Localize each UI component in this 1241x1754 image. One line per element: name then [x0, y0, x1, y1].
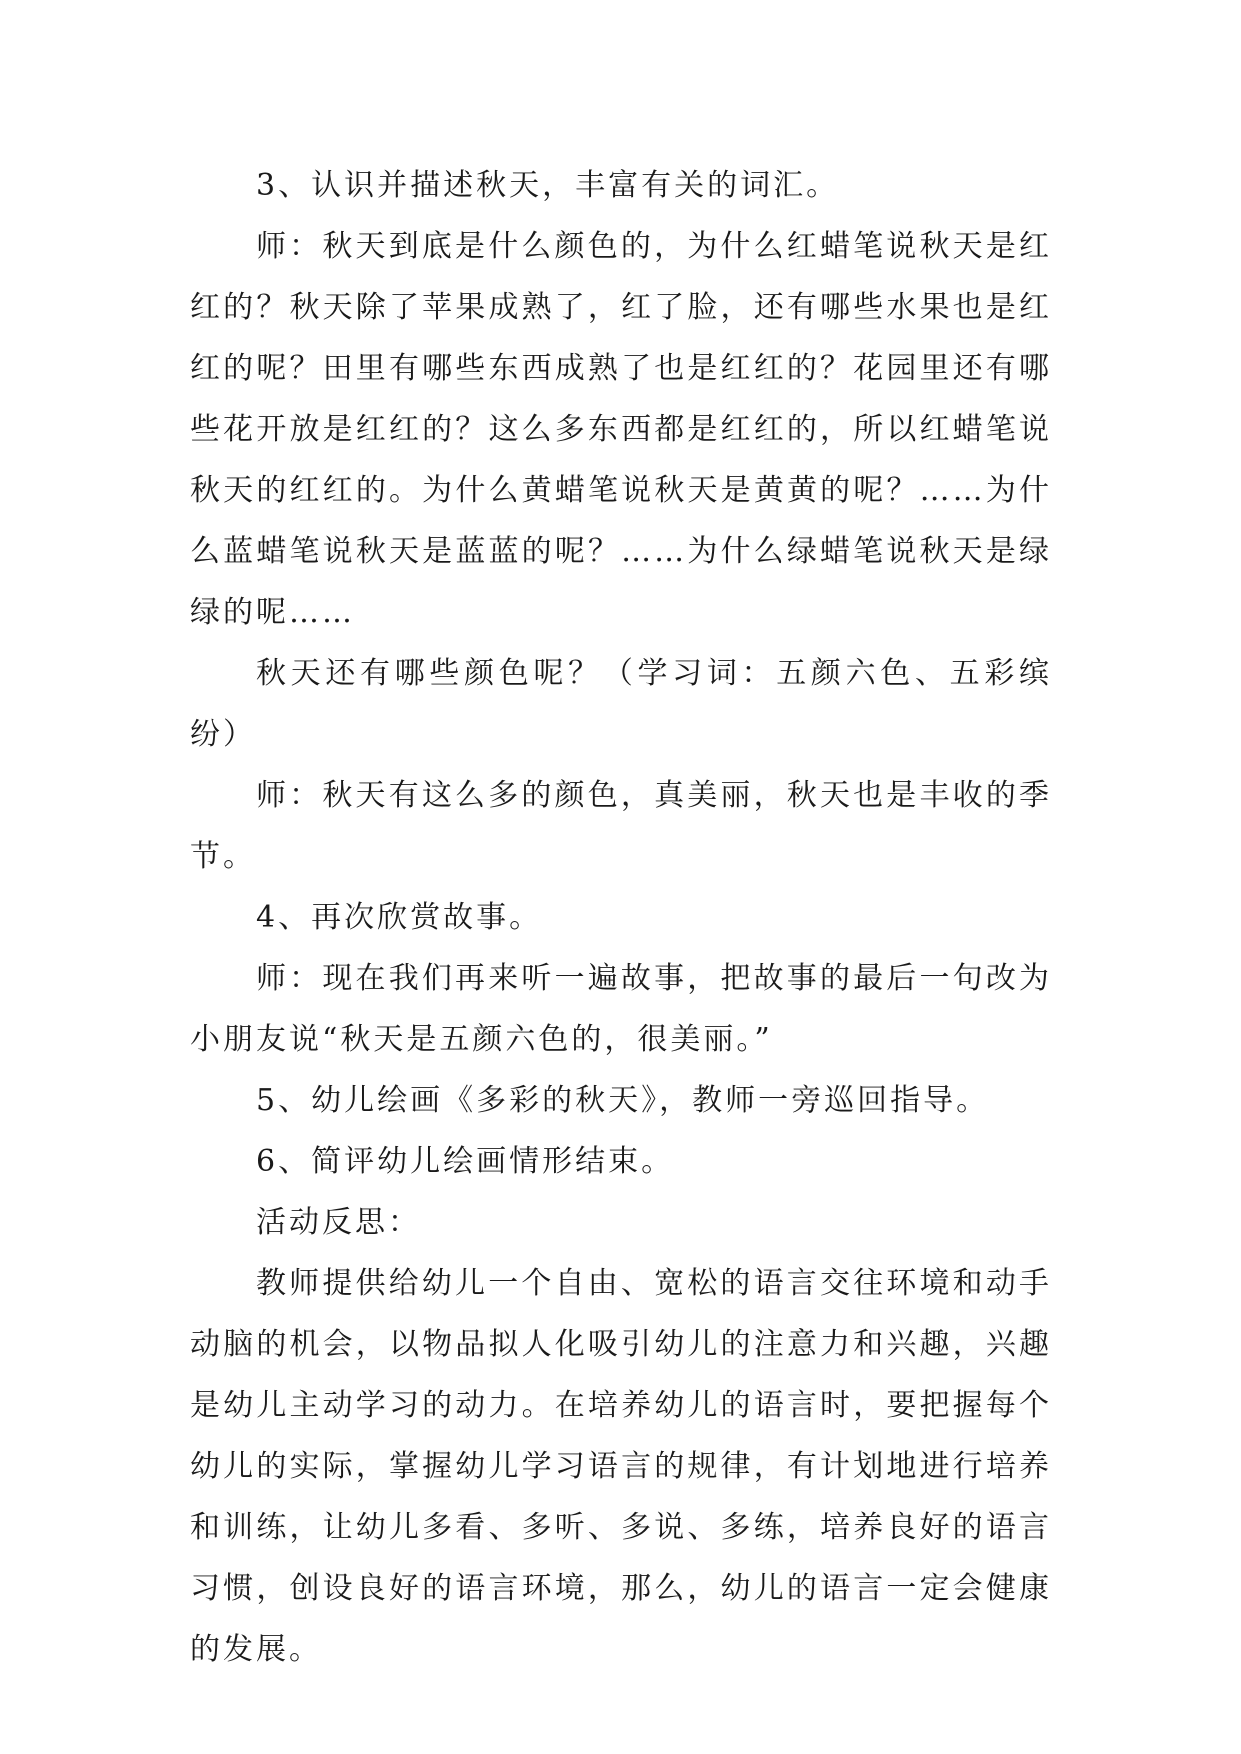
section-heading-3: 3、认识并描述秋天，丰富有关的词汇。	[256, 168, 840, 203]
teacher-question-paragraph: 师：秋天到底是什么颜色的，为什么红蜡笔说秋天是红红的？秋天除了苹果成熟了，红了脸，还有哪些水果也是红红的呢？田里有哪些东西成熟了也是红红的？花园里还有哪些花开放是红红的？这么多东西都是红红的，所以红蜡笔说秋天的红红的。为什么黄蜡笔说秋天是黄黄的呢？……为什么蓝蜡笔说秋天是蓝蓝的呢？……为什么绿蜡笔说秋天是绿绿的呢……	[190, 229, 1052, 630]
document-body	[190, 155, 1052, 1680]
teacher-summary-paragraph: 师：秋天有这么多的颜色，真美丽，秋天也是丰收的季节。	[190, 778, 1052, 874]
teacher-retell-paragraph: 师：现在我们再来听一遍故事，把故事的最后一句改为小朋友说“秋天是五颜六色的，很美丽。”	[190, 961, 1052, 1057]
section-heading-4: 4、再次欣赏故事。	[256, 900, 543, 935]
colors-question-paragraph: 秋天还有哪些颜色呢？（学习词：五颜六色、五彩缤纷）	[190, 656, 1052, 752]
reflection-paragraph: 教师提供给幼儿一个自由、宽松的语言交往环境和动手动脑的机会，以物品拟人化吸引幼儿的注意力和兴趣，兴趣是幼儿主动学习的动力。在培养幼儿的语言时，要把握每个幼儿的实际，掌握幼儿学习语言的规律，有计划地进行培养和训练，让幼儿多看、多听、多说、多练，培养良好的语言习惯，创设良好的语言环境，那么，幼儿的语言一定会健康的发展。	[190, 1266, 1052, 1667]
section-heading-6: 6、简评幼儿绘画情形结束。	[256, 1144, 675, 1179]
section-heading-5: 5、幼儿绘画《多彩的秋天》，教师一旁巡回指导。	[256, 1083, 990, 1118]
reflection-heading: 活动反思：	[256, 1205, 421, 1240]
